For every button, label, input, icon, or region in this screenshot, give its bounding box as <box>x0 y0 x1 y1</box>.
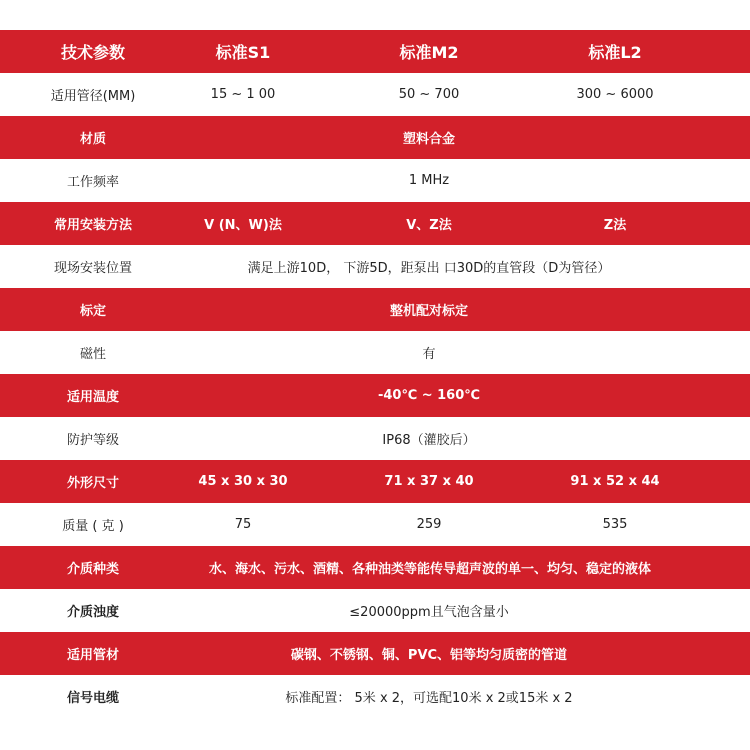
row-value: 满足上游10D， 下游5D，距泵出 口30D的直管段（D为管径） <box>247 261 611 276</box>
row-value: 标准配置： 5米 x 2，可选配10米 x 2或15米 x 2 <box>285 691 573 706</box>
row-label: 工作频率 <box>66 175 119 190</box>
row-value: ≤20000ppm且气泡含量小 <box>349 605 509 620</box>
header-cell: 标准S1 <box>215 43 271 62</box>
row-value: 259 <box>416 517 442 532</box>
row-label: 现场安装位置 <box>53 261 132 276</box>
row-label: 质量 ( 克 ) <box>62 519 124 534</box>
row-label: 介质浊度 <box>66 605 119 620</box>
row-label: 适用温度 <box>66 390 119 405</box>
table-row <box>0 159 750 202</box>
table-row <box>0 589 750 632</box>
table-row <box>0 374 750 417</box>
table-row <box>0 331 750 374</box>
table-row <box>0 288 750 331</box>
row-value: 1 MHz <box>408 173 450 188</box>
row-value: 300 ~ 6000 <box>576 87 654 102</box>
table-row <box>0 202 750 245</box>
row-value: 水、海水、污水、酒精、各种油类等能传导超声波的单一、均匀、稳定的液体 <box>208 562 651 577</box>
row-value: 50 ~ 700 <box>398 87 460 102</box>
row-label: 外形尺寸 <box>66 476 119 491</box>
row-label: 常用安装方法 <box>53 218 132 233</box>
row-value: 15 ~ 1 00 <box>210 87 276 102</box>
header-cell: 标准M2 <box>399 43 459 62</box>
row-label: 介质种类 <box>66 562 119 577</box>
row-value: 塑料合金 <box>402 132 455 147</box>
row-value: 45 x 30 x 30 <box>198 474 288 489</box>
row-label: 材质 <box>79 132 106 147</box>
row-label: 适用管径(MM) <box>50 89 136 104</box>
header-cell: 技术参数 <box>60 43 125 62</box>
header-cell: 标准L2 <box>588 43 642 62</box>
table-row <box>0 245 750 288</box>
row-value: 535 <box>602 517 628 532</box>
row-label: 信号电缆 <box>66 691 119 706</box>
row-value: Z法 <box>603 218 627 233</box>
row-value: 整机配对标定 <box>389 304 468 319</box>
table-row <box>0 503 750 546</box>
row-value: V、Z法 <box>406 218 452 233</box>
table-row <box>0 460 750 503</box>
row-label: 适用管材 <box>66 648 119 663</box>
row-value: IP68（灌胶后） <box>382 433 476 448</box>
table-header <box>0 30 750 73</box>
row-label: 防护等级 <box>66 433 119 448</box>
row-value: 91 x 52 x 44 <box>570 474 660 489</box>
table-row <box>0 675 750 718</box>
table-row <box>0 116 750 159</box>
table-row <box>0 546 750 589</box>
row-value: 有 <box>422 347 436 362</box>
table-row <box>0 417 750 460</box>
row-value: 71 x 37 x 40 <box>384 474 474 489</box>
row-value: 碳钢、不锈钢、铜、PVC、铝等均匀质密的管道 <box>290 648 568 663</box>
row-value: -40℃ ~ 160℃ <box>377 388 481 403</box>
spec-table <box>0 30 750 718</box>
row-value: 75 <box>234 517 252 532</box>
table-row <box>0 632 750 675</box>
row-label: 标定 <box>79 304 106 319</box>
table-row <box>0 73 750 116</box>
row-label: 磁性 <box>79 347 106 362</box>
row-value: V (N、W)法 <box>204 218 282 233</box>
